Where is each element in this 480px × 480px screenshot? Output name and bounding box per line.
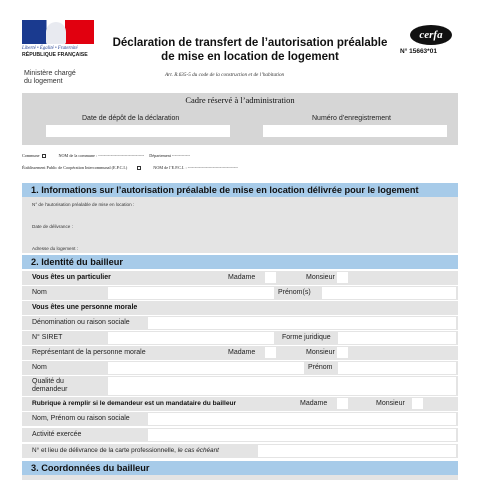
representative-last-name-input[interactable] (108, 362, 304, 374)
ministry-line-2: du logement (24, 78, 63, 85)
mandatary-name-label: Nom, Prénom ou raison sociale (32, 415, 130, 422)
commune-label: Commune (22, 153, 40, 158)
mandatary-name-row (22, 412, 458, 426)
legal-entity-label: Vous êtes une personne morale (32, 304, 138, 311)
activity-label: Activité exercée (32, 431, 82, 438)
section-2-header: 2. Identité du bailleur (22, 255, 458, 269)
individual-label: Vous êtes un particulier (32, 274, 111, 281)
quality-row (22, 376, 458, 396)
professional-card-label (32, 447, 219, 454)
representative-label: Représentant de la personne morale (32, 349, 146, 356)
mandatary-row (22, 397, 458, 411)
republique-francaise-logo (22, 20, 96, 58)
deposit-date-field[interactable] (46, 125, 230, 137)
professional-card-row (22, 444, 458, 458)
monsieur-label: Monsieur (306, 274, 335, 281)
commune-checkbox[interactable] (42, 154, 46, 158)
epci-name-label: NOM de l’E.P.C.I. : ------------------------------------ (153, 165, 238, 170)
representative-last-name-label: Nom (32, 364, 47, 371)
siret-input[interactable] (108, 332, 274, 344)
ministry-line-1: Ministère chargé (24, 70, 76, 77)
representative-monsieur-label: Monsieur (306, 349, 335, 356)
cerfa-number: N° 15663*01 (400, 48, 437, 55)
mandatary-name-input[interactable] (148, 413, 456, 425)
mandatary-label: Rubrique à remplir si le demandeur est un mandataire du bailleur (32, 400, 237, 407)
epci-line (22, 165, 238, 170)
deposit-date-label: Date de dépôt de la déclaration (82, 115, 180, 122)
representative-madame-checkbox[interactable] (265, 347, 276, 358)
legal-article-reference: Art. R.635-5 du code de la construction et de l’habitation (165, 72, 285, 78)
quality-input[interactable] (108, 377, 456, 395)
epci-label: Établissement Public de Coopération Intercommunal (E.P.C.I.) (22, 165, 128, 170)
denomination-row (22, 316, 458, 330)
activity-input[interactable] (148, 429, 456, 441)
mandatary-monsieur-label: Monsieur (376, 400, 405, 407)
epci-checkbox[interactable] (137, 166, 141, 170)
registration-number-field[interactable] (263, 125, 447, 137)
commune-name-label: NOM de la commune : --------------------------------- (58, 153, 145, 158)
section-3-header: 3. Coordonnées du bailleur (22, 461, 458, 475)
legal-form-label: Forme juridique (282, 334, 331, 341)
first-names-input[interactable] (322, 287, 456, 299)
mandatary-monsieur-checkbox[interactable] (412, 398, 423, 409)
admin-reserved-box (22, 93, 458, 145)
housing-address-label: Adresse du logement : (32, 246, 78, 251)
representative-row (22, 346, 458, 360)
activity-row (22, 428, 458, 442)
individual-monsieur-checkbox[interactable] (337, 272, 348, 283)
form-title (110, 36, 390, 64)
last-name-input[interactable] (108, 287, 274, 299)
representative-name-row (22, 361, 458, 375)
section-3-body (22, 475, 458, 480)
cerfa-logo: cerfa (410, 25, 452, 45)
section-1-header: 1. Informations sur l’autorisation préalable de mise en location délivrée pour le logement (22, 183, 458, 197)
madame-label: Madame (228, 274, 256, 281)
form-header (0, 0, 480, 92)
individual-row (22, 271, 458, 285)
card-label-text: N° et lieu de délivrance de la carte professionnelle, (32, 447, 178, 454)
mandatary-madame-checkbox[interactable] (337, 398, 348, 409)
logo-motto: Liberté • Égalité • Fraternité (22, 46, 78, 51)
mandatary-madame-label: Madame (300, 400, 328, 407)
form-title-line-2: de mise en location de logement (161, 51, 339, 63)
admin-box-title: Cadre réservé à l’administration (185, 95, 295, 105)
legal-form-input[interactable] (338, 332, 456, 344)
siret-label: N° SIRET (32, 334, 63, 341)
quality-label: Qualité du demandeur (32, 378, 68, 393)
denomination-input[interactable] (148, 317, 456, 329)
representative-first-name-label: Prénom (308, 364, 333, 371)
legal-entity-row (22, 301, 458, 315)
siret-row (22, 331, 458, 345)
last-name-label: Nom (32, 289, 47, 296)
authorization-number-label: N° de l’autorisation préalable de mise en location : (32, 202, 135, 207)
marianne-flag-icon (22, 20, 94, 44)
logo-country: RÉPUBLIQUE FRANÇAISE (22, 52, 88, 58)
department-label: Département ------------- (149, 153, 191, 158)
delivery-date-label: Date de délivrance : (32, 224, 73, 229)
registration-number-label: Numéro d’enregistrement (312, 115, 391, 122)
card-label-italic: le cas échéant (177, 447, 219, 454)
representative-monsieur-checkbox[interactable] (337, 347, 348, 358)
individual-name-row (22, 286, 458, 300)
denomination-label: Dénomination ou raison sociale (32, 319, 130, 326)
individual-madame-checkbox[interactable] (265, 272, 276, 283)
first-names-label: Prénom(s) (278, 289, 311, 296)
representative-madame-label: Madame (228, 349, 256, 356)
form-title-line-1: Déclaration de transfert de l’autorisation préalable (112, 37, 388, 49)
representative-first-name-input[interactable] (338, 362, 456, 374)
ministry-label (24, 70, 76, 86)
commune-line (22, 153, 190, 158)
professional-card-input[interactable] (258, 445, 456, 457)
